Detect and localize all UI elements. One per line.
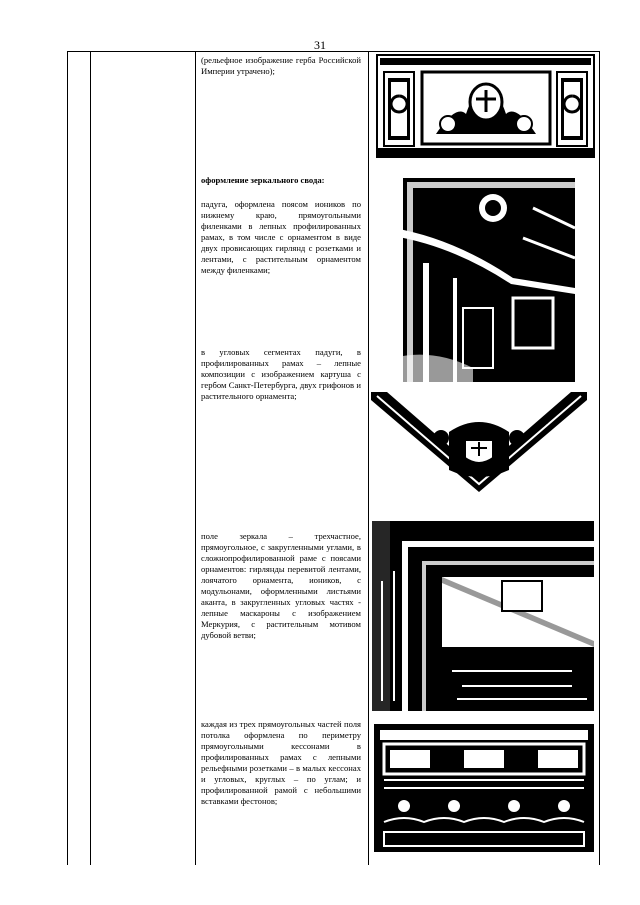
section-heading: оформление зеркального свода:: [201, 175, 325, 185]
mirror-field-photo: [372, 521, 594, 711]
page-number: 31: [314, 38, 326, 52]
table-top-border: [67, 51, 599, 52]
table-border-left: [67, 51, 68, 865]
table-border-right: [599, 51, 600, 865]
text-paduga: падуга, оформлена поясом иоников по нижнему краю, прямоугольными филенками в лепных профилированных рамах, в том числе с орнаментом в виде двух провисающих гирлянд с розетками и лентами, с растительным орнаментом между филенками;: [201, 199, 361, 275]
text-ceiling-parts: каждая из трех прямоугольных частей поля потолка оформлена по периметру прямоугольными кессонами в профилированных рамах с лепными рельефными розетками – в малых кессонах и угловых, круглых – по углам; и профилированной рамой с небольшими вставками фестонов;: [201, 719, 361, 806]
text-corner-segments: в угловых сегментах падуги, в профилированных рамах – лепные композиции с изображением картуша с гербом Санкт-Петербурга, двух грифонов и растительного орнамента;: [201, 347, 361, 401]
table-divider-1: [90, 51, 91, 865]
table-divider-3: [368, 51, 369, 865]
coat-of-arms-relief-photo: [376, 54, 595, 158]
corner-segment-relief-photo: [371, 392, 587, 498]
table-divider-2: [195, 51, 196, 865]
ceiling-coffers-photo: [374, 724, 594, 852]
text-coat-of-arms-note: (рельефное изображение герба Российской Империи утрачено);: [201, 55, 361, 76]
vault-corner-photo: [393, 168, 575, 382]
text-mirror-field: поле зеркала – трехчастное, прямоугольное, с закругленными углами, в сложнопрофилированной раме с поясами орнаментов: гирлянды перевитой лентами, лоячатого орнамента, иоников, с модульонами, оформленными листьями аканта, в закругленных угловых частях - лепные маскароны с изображением Меркурия, с растительным мотивом дубовой ветви;: [201, 531, 361, 640]
